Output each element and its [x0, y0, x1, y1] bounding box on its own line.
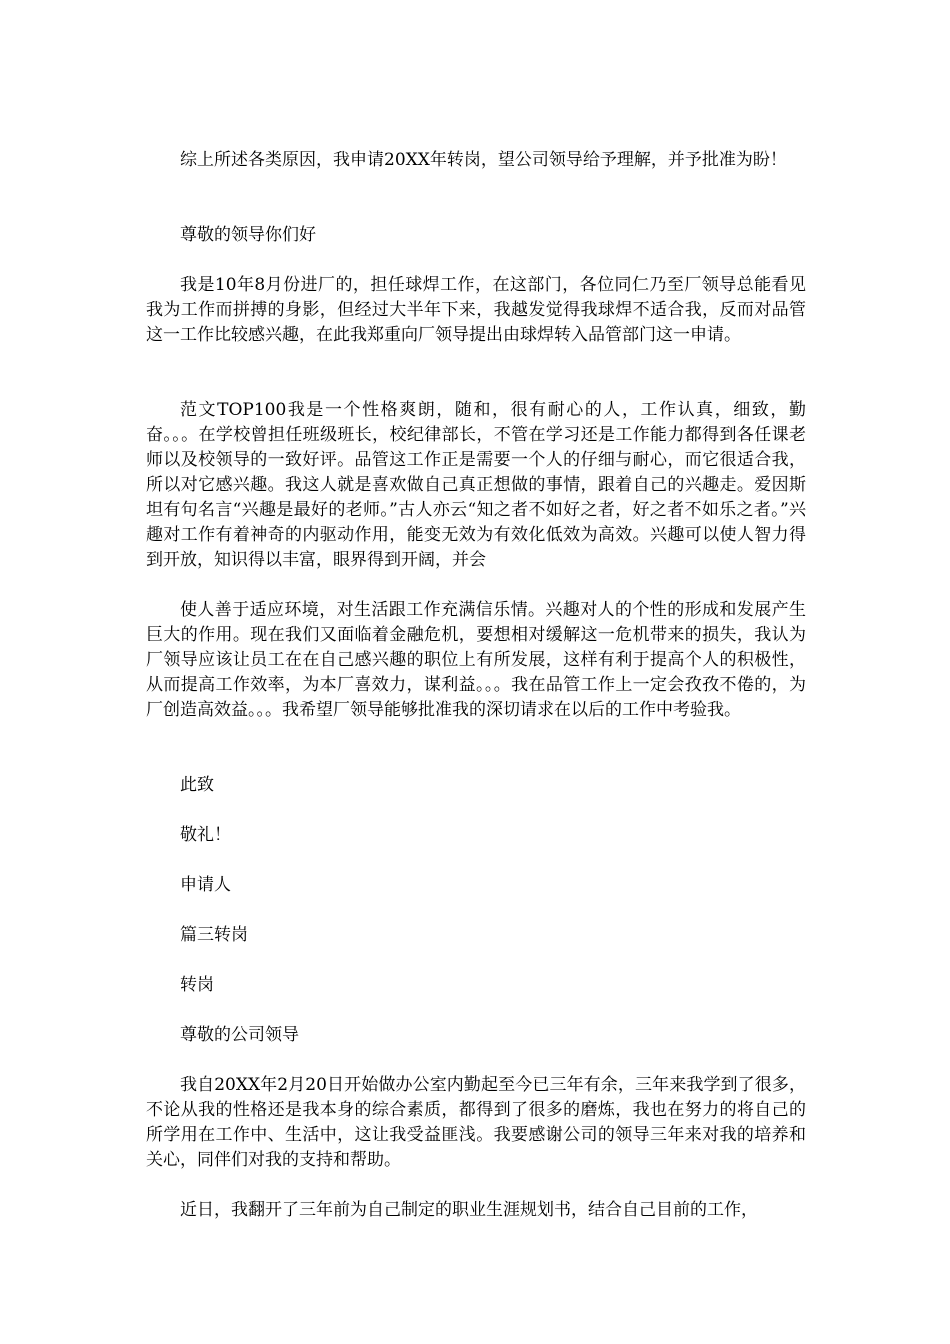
closing-text: 此致: [180, 775, 214, 795]
letter-title: [146, 973, 806, 998]
paragraph-text: 综上所述各类原因，我申请20XX年转岗，望公司领导给予理解，并予批准为盼！: [180, 150, 787, 170]
salutation-text: 尊敬的公司领导: [180, 1025, 299, 1045]
salutation: [146, 223, 806, 248]
applicant-text: 申请人: [180, 875, 231, 895]
paragraph-experience: [146, 1073, 806, 1173]
paragraph-text: 使人善于适应环境，对生活跟工作充满信乐情。兴趣对人的个性的形成和发展产生巨大的作用。现在我们又面临着金融危机，要想相对缓解这一危机带来的损失，我认为厂领导应该让员工在在自己感兴趣的职位上有所发展，这样有利于提高个人的积极性，从而提高工作效率，为本厂喜效力，谋利益。。。我在品管工作上一定会孜孜不倦的，为厂创造高效益。。。我希望厂领导能够批准我的深切请求在以后的工作中考验我。: [146, 600, 806, 720]
closing-greeting: [146, 773, 806, 798]
section-heading: [146, 923, 806, 948]
paragraph-interest: [146, 598, 806, 723]
paragraph-self-description: [146, 398, 806, 573]
paragraph-text: 我自20XX年2月20日开始做办公室内勤起至今已三年有余，三年来我学到了很多，不论从我的性格还是我本身的综合素质，都得到了很多的磨炼，我也在努力的将自己的所学用在工作中、生活中，这让我受益匪浅。我要感谢公司的领导三年来对我的培养和关心，同伴们对我的支持和帮助。: [146, 1075, 806, 1170]
closing-salute: [146, 823, 806, 848]
paragraph-conclusion: [146, 148, 806, 173]
paragraph-text: 我是10年8月份进厂的，担任球焊工作，在这部门，各位同仁乃至厂领导总能看见我为工作而拼搏的身影，但经过大半年下来，我越发觉得我球焊不适合我，反而对品管这一工作比较感兴趣，在此我郑重向厂领导提出由球焊转入品管部门这一申请。: [146, 275, 806, 345]
paragraph-intro: [146, 273, 806, 348]
applicant-label: [146, 873, 806, 898]
salutation-text: 尊敬的领导你们好: [180, 225, 316, 245]
closing-text: 敬礼！: [180, 825, 231, 845]
section-heading-text: 篇三转岗: [180, 925, 248, 945]
paragraph-text: 范文TOP100我是一个性格爽朗，随和，很有耐心的人，工作认真，细致，勤奋。。。在学校曾担任班级班长，校纪律部长，不管在学习还是工作能力都得到各任课老师以及校领导的一致好评。品管这工作正是需要一个人的仔细与耐心，而它很适合我，所以对它感兴趣。我这人就是喜欢做自己真正想做的事情，跟着自己的兴趣走。爱因斯坦有句名言“兴趣是最好的老师。”古人亦云“知之者不如好之者，好之者不如乐之者。”兴趣对工作有着神奇的内驱动作用，能变无效为有效化低效为高效。兴趣可以使人智力得到开放，知识得以丰富，眼界得到开阔，并会: [146, 400, 806, 570]
salutation-company: [146, 1023, 806, 1048]
letter-title-text: 转岗: [180, 975, 214, 995]
paragraph-text: 近日，我翻开了三年前为自己制定的职业生涯规划书，结合自己目前的工作，: [180, 1200, 758, 1220]
paragraph-recent: [146, 1198, 806, 1223]
